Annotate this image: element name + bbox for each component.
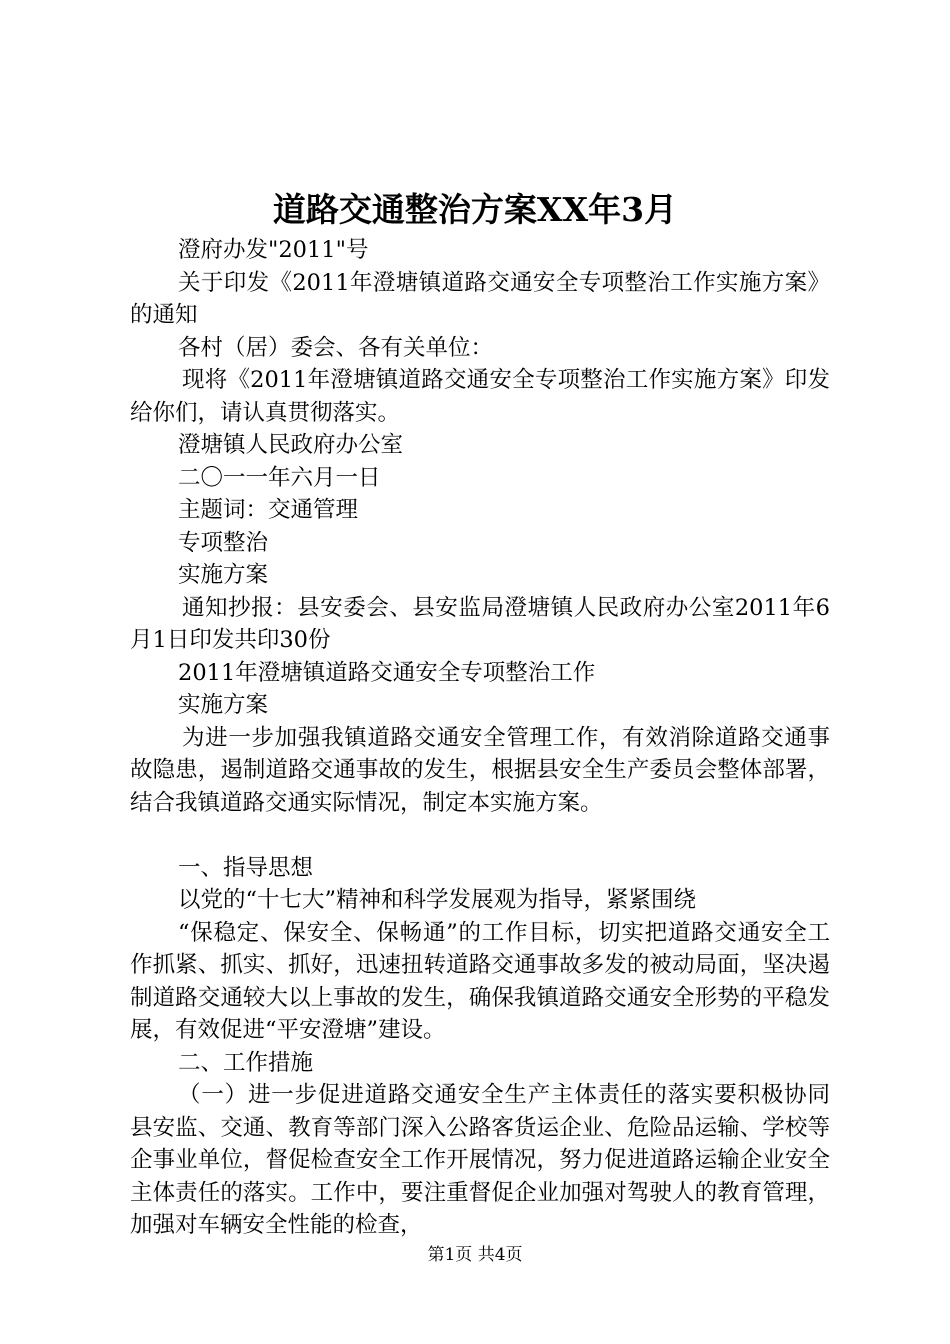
- document-title: 道路交通整治方案XX年3月: [272, 190, 678, 229]
- doc-number: 澄府办发"2011"号: [178, 237, 369, 263]
- blank-line: [130, 819, 830, 852]
- keyword-3: 实施方案: [178, 562, 269, 588]
- notice-title: 关于印发《2011年澄塘镇道路交通安全专项整治工作实施方案》的通知: [130, 269, 830, 328]
- issue-date: 二〇一一年六月一日: [178, 464, 381, 491]
- plan-title-line1: 2011年澄塘镇道路交通安全专项整治工作: [178, 659, 596, 686]
- intro-paragraph: 为进一步加强我镇道路交通安全管理工作，有效消除道路交通事故隐患，遏制道路交通事故的发生，根据县安全生产委员会整体部署，结合我镇道路交通实际情况，制定本实施方案。: [130, 724, 830, 816]
- section-heading-1: 一、指导思想: [178, 854, 314, 881]
- page-number-footer: 第1页 共4页: [427, 1245, 523, 1265]
- guideline-paragraph: “保稳定、保安全、保畅通”的工作目标，切实把道路交通安全工作抓紧、抓实、抓好，迅速扭转道路交通事故多发的被动局面，坚决遏制道路交通较大以上事故的发生，确保我镇道路交通安全形势的平稳发展，有效促进“平安澄塘”建设。: [130, 919, 830, 1043]
- keywords: 主题词：交通管理: [178, 497, 359, 523]
- issuer: 澄塘镇人民政府办公室: [178, 432, 404, 458]
- measure-paragraph-1: （一）进一步促进道路交通安全生产主体责任的落实要积极协同县安监、交通、教育等部门深入公路客货运企业、危险品运输、学校等企事业单位，督促检查安全工作开展情况，努力促进道路运输企业安全主体责任的落实。工作中，要注重督促企业加强对驾驶人的教育管理，加强对车辆安全性能的检查，: [130, 1082, 830, 1238]
- keyword-2: 专项整治: [178, 529, 269, 556]
- notice-body: 现将《2011年澄塘镇道路交通安全专项整治工作实施方案》印发给你们，请认真贯彻落实。: [130, 367, 830, 426]
- cc-line: 通知抄报：县安委会、县安监局澄塘镇人民政府办公室2011年6月1日印发共印30份: [130, 594, 830, 653]
- plan-title-line2: 实施方案: [178, 692, 269, 718]
- addressee: 各村（居）委会、各有关单位：: [178, 334, 494, 361]
- guideline-line: 以党的“十七大”精神和科学发展观为指导，紧紧围绕: [178, 887, 697, 913]
- document-body: [130, 234, 830, 1242]
- section-heading-2: 二、工作措施: [178, 1049, 314, 1076]
